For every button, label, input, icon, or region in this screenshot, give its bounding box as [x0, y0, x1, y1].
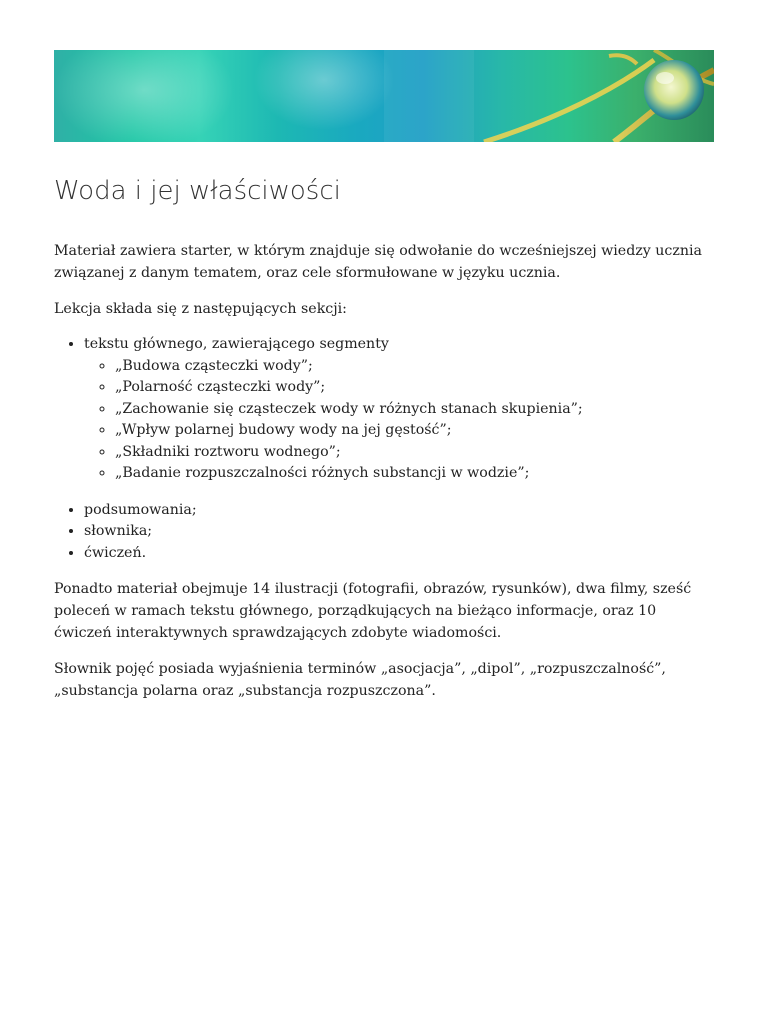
segments-list	[84, 356, 714, 485]
document-page	[54, 50, 714, 702]
segment-item: ◦ „Budowa cząsteczki wody”;	[115, 356, 714, 378]
materials-paragraph: Ponadto materiał obejmuje 14 ilustracji (fotografii, obrazów, rysunków), dwa filmy, sześć poleceń w ramach tekstu głównego, porządkujących na bieżąco informacje, oraz 10 ćwiczeń interaktywnych sprawdzających zdobyte wiadomości.	[54, 581, 692, 641]
header-banner-image	[54, 50, 714, 142]
glossary-paragraph: Słownik pojęć posiada wyjaśnienia terminów „asocjacja”, „dipol”, „rozpuszczalność”, „substancja polarna oraz „substancja rozpuszczona”.	[54, 661, 666, 699]
list-item-summary: • podsumowania;	[84, 500, 714, 522]
segment-item: ◦ „Składniki roztworu wodnego”;	[115, 442, 714, 464]
sections-lead-paragraph: Lekcja składa się z następujących sekcji:	[54, 301, 347, 317]
intro-paragraph: Materiał zawiera starter, w którym znajduje się odwołanie do wcześniejszej wiedzy ucznia związanej z danym tematem, oraz cele sformułowane w języku ucznia.	[54, 243, 702, 281]
page-title: Woda i jej właściwości	[54, 176, 341, 206]
list-item-glossary: • słownika;	[84, 521, 714, 543]
sections-list	[54, 334, 714, 564]
segment-item: ◦ „Zachowanie się cząsteczek wody w różnych stanach skupienia”;	[115, 399, 714, 421]
segment-item: ◦ „Badanie rozpuszczalności różnych substancji w wodzie”;	[115, 463, 714, 485]
list-item-main-text	[84, 334, 714, 485]
water-droplet-illustration	[54, 50, 714, 142]
segment-item: ◦ „Polarność cząsteczki wody”;	[115, 377, 714, 399]
segment-item: ◦ „Wpływ polarnej budowy wody na jej gęstość”;	[115, 420, 714, 442]
list-item-exercises: • ćwiczeń.	[84, 543, 714, 565]
list-item-label: tekstu głównego, zawierającego segmenty	[84, 336, 389, 352]
